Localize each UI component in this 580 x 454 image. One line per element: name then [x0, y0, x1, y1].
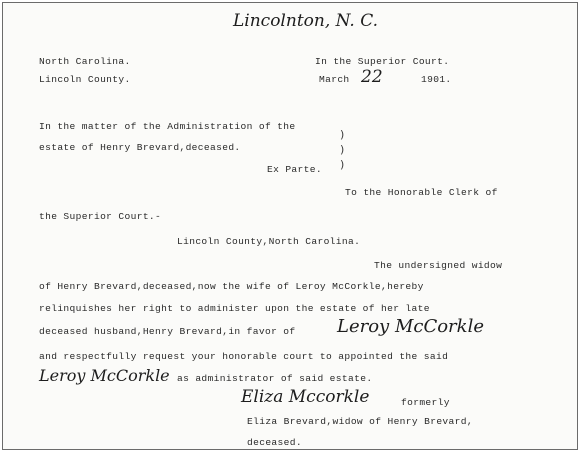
- body-line-5: and respectfully request your honorable court to appointed the said: [39, 351, 449, 362]
- date-year: 1901.: [421, 74, 452, 85]
- letterhead: Lincolnton, N. C.: [233, 11, 379, 31]
- body-line-2: of Henry Brevard,deceased,now the wife of Leroy McCorkle,hereby: [39, 281, 424, 292]
- body-line-1: The undersigned widow: [374, 260, 503, 271]
- signature-formerly: formerly: [401, 397, 450, 408]
- court-line: In the Superior Court.: [315, 56, 450, 67]
- to-clerk-line-2: the Superior Court.-: [39, 211, 162, 222]
- handwritten-name-1: Leroy McCorkle: [337, 316, 484, 337]
- handwritten-name-2: Leroy McCorkle: [39, 366, 170, 385]
- state-line: North Carolina.: [39, 56, 131, 67]
- court-location: Lincoln County,North Carolina.: [177, 236, 361, 247]
- bracket-mark: ): [339, 158, 346, 171]
- bracket-mark: ): [339, 128, 346, 141]
- document-page: [2, 2, 578, 450]
- signature-line-3: deceased.: [247, 437, 302, 448]
- date-month: March: [319, 74, 350, 85]
- to-clerk-line-1: To the Honorable Clerk of: [345, 187, 498, 198]
- body-line-3: relinquishes her right to administer upon the estate of her late: [39, 303, 430, 314]
- body-line-4: deceased husband,Henry Brevard,in favor of: [39, 326, 296, 337]
- signature-line-2: Eliza Brevard,widow of Henry Brevard,: [247, 416, 473, 427]
- matter-line-2: estate of Henry Brevard,deceased.: [39, 142, 241, 153]
- signature: Eliza Mccorkle: [241, 387, 370, 407]
- ex-parte: Ex Parte.: [267, 164, 322, 175]
- date-day: 22: [361, 67, 383, 87]
- body-line-6: as administrator of said estate.: [177, 373, 373, 384]
- county-line: Lincoln County.: [39, 74, 131, 85]
- bracket-mark: ): [339, 143, 346, 156]
- matter-line-1: In the matter of the Administration of the: [39, 121, 296, 132]
